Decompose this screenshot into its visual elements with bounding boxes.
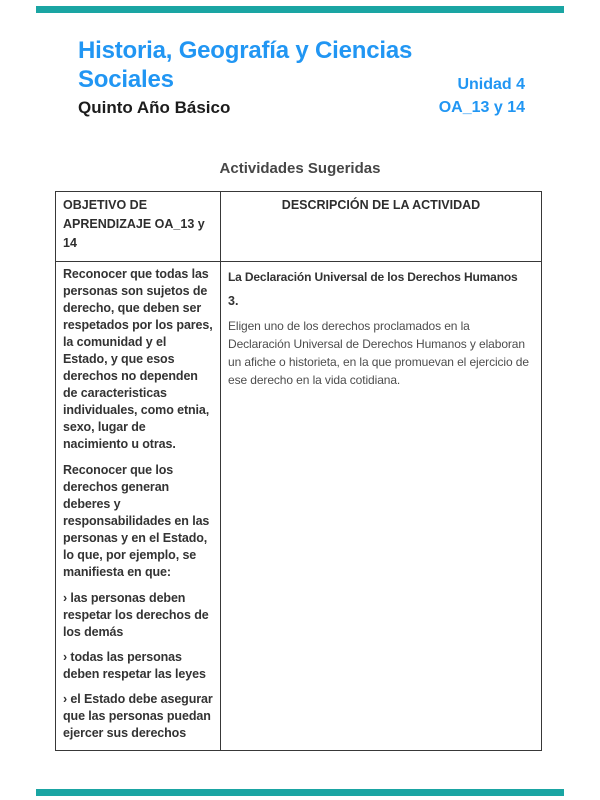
page-header xyxy=(78,36,525,119)
activities-table xyxy=(55,191,542,751)
top-accent-bar xyxy=(36,6,564,13)
objective-bullet: › todas las personas deben respetar las leyes xyxy=(63,650,206,681)
subject-block xyxy=(78,36,439,119)
table-header-objective: OBJETIVO DE APRENDIZAJE OA_13 y 14 xyxy=(63,198,205,250)
objective-paragraph: Reconocer que los derechos generan deberes y responsabilidades en las personas y en el Estado, lo que, por ejemplo, se manifiesta en que: xyxy=(63,463,210,579)
bottom-accent-bar xyxy=(36,789,564,796)
objective-cell xyxy=(56,261,220,750)
section-title: Actividades Sugeridas xyxy=(219,160,381,177)
objective-paragraph: Reconocer que todas las personas son sujetos de derecho, que deben ser respetados por los pares, la comunidad y el Estado, y que esos derechos no dependen de caracteristicas individuales, como etnia, sexo, lugar de nacimiento u otras. xyxy=(63,267,213,451)
unit-label: Unidad 4 xyxy=(457,76,525,93)
activity-item-number: 3. xyxy=(228,294,239,308)
table-header-activity: DESCRIPCIÓN DE LA ACTIVIDAD xyxy=(220,192,541,261)
oa-label: OA_13 y 14 xyxy=(438,99,525,116)
unit-block xyxy=(439,73,525,119)
activity-cell xyxy=(220,261,541,750)
activity-heading: La Declaración Universal de los Derechos Humanos xyxy=(228,270,518,284)
objective-bullet: › las personas deben respetar los derechos de los demás xyxy=(63,591,209,639)
activity-description: Eligen uno de los derechos proclamados en la Declaración Universal de Derechos Humanos y elaboran un afiche o historieta, en la que promuevan el ejercicio de ese derecho en la vida cotidiana. xyxy=(228,319,529,387)
subject-title: Historia, Geografía y Ciencias Sociales xyxy=(78,37,413,93)
grade-label: Quinto Año Básico xyxy=(78,98,231,117)
objective-bullet: › el Estado debe asegurar que las personas puedan ejercer sus derechos xyxy=(63,692,213,740)
